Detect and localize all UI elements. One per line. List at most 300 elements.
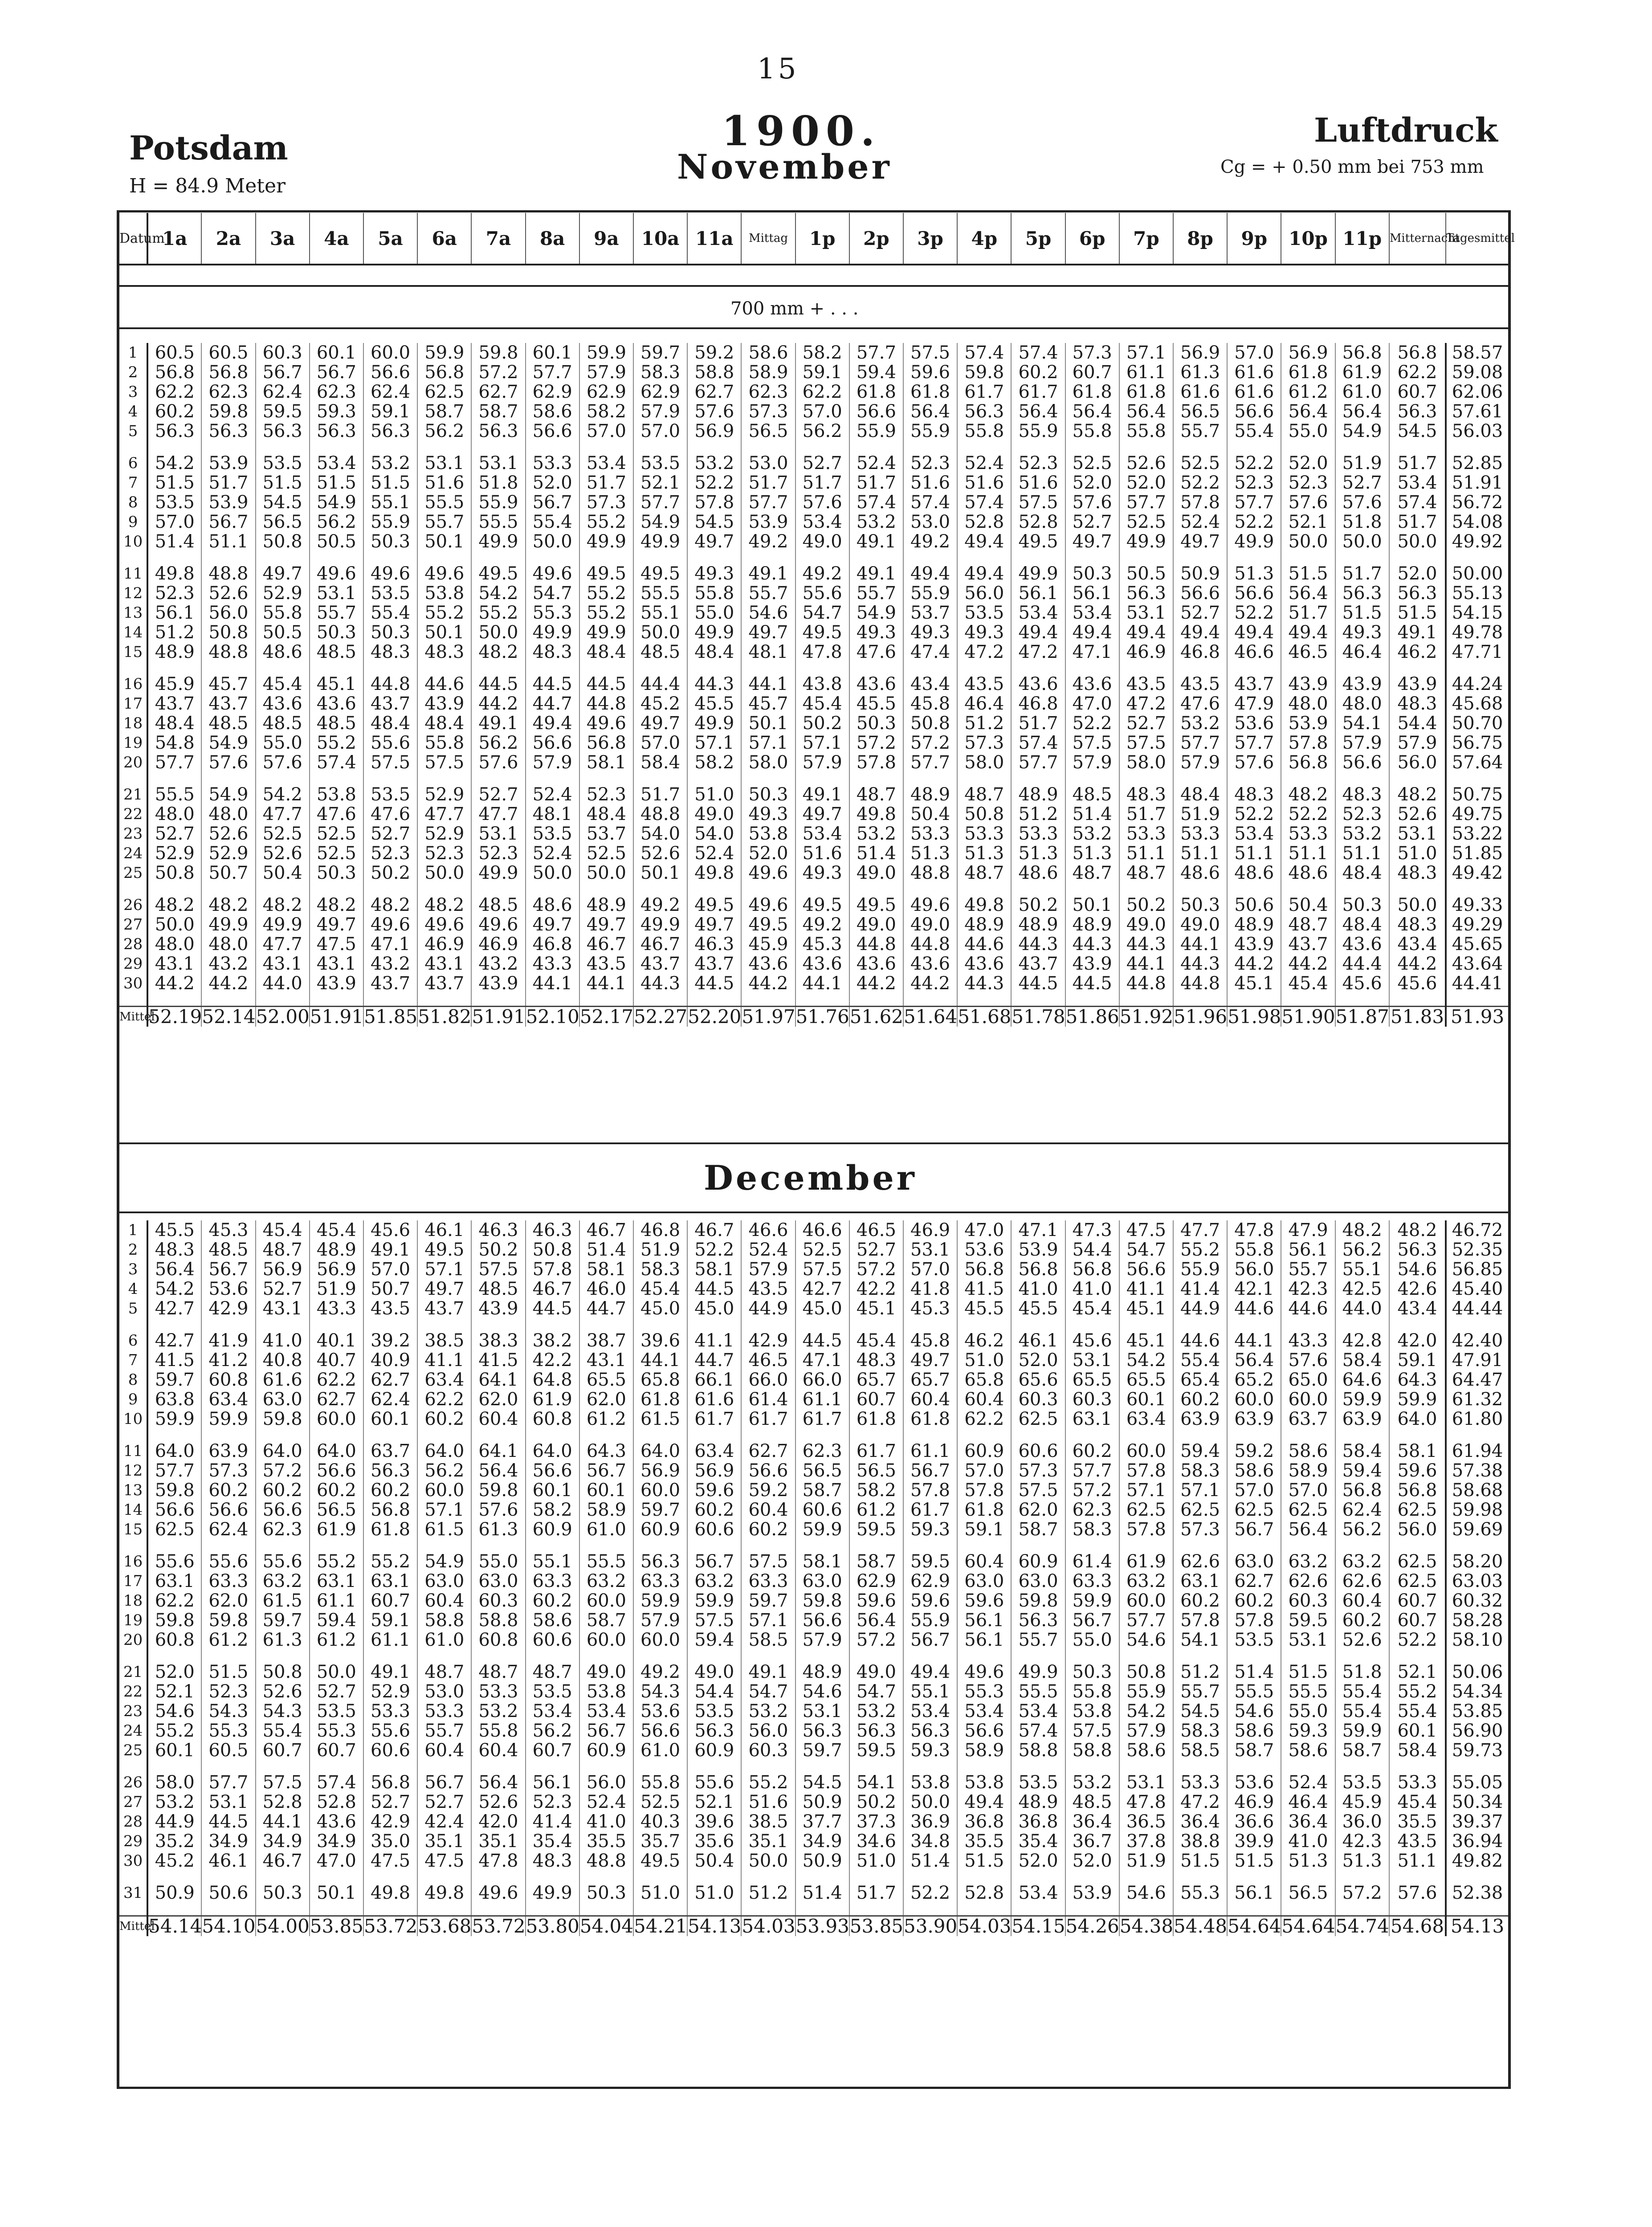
hourly-value-cell: 55.9	[903, 421, 957, 441]
hourly-value-cell: 62.0	[201, 1591, 255, 1611]
hourly-value-cell: 51.6	[903, 473, 957, 493]
hourly-value-cell: 45.6	[1389, 974, 1446, 993]
hourly-value-cell: 49.0	[1173, 915, 1227, 934]
hourly-value-cell: 59.7	[633, 1500, 687, 1520]
hourly-value-cell: 52.4	[957, 453, 1011, 473]
hourly-value-cell: 58.3	[1065, 1520, 1119, 1539]
hourly-value-cell: 48.9	[795, 1662, 849, 1682]
hourly-value-cell: 41.0	[256, 1331, 310, 1350]
hourly-value-cell: 51.5	[1389, 603, 1446, 623]
hourly-value-cell: 56.3	[256, 421, 310, 441]
hourly-value-cell: 43.3	[310, 1299, 363, 1318]
hourly-value-cell: 42.9	[741, 1331, 795, 1350]
hourly-value-cell: 56.7	[687, 1552, 741, 1571]
hourly-value-cell: 60.9	[526, 1520, 579, 1539]
hourly-value-cell: 49.9	[687, 714, 741, 733]
hourly-value-cell: 65.6	[1011, 1370, 1065, 1390]
hourly-value-cell: 60.6	[687, 1520, 741, 1539]
hourly-value-cell: 55.1	[633, 603, 687, 623]
hourly-value-cell: 48.9	[579, 895, 633, 915]
hourly-value-cell: 44.1	[633, 1350, 687, 1370]
hourly-value-cell: 35.1	[741, 1831, 795, 1851]
hourly-value-cell: 57.5	[795, 1260, 849, 1279]
hourly-value-cell: 56.9	[633, 1461, 687, 1481]
hourly-value-cell: 62.6	[1335, 1571, 1389, 1591]
hourly-value-cell: 50.9	[147, 1883, 201, 1903]
hourly-value-cell: 46.1	[1011, 1331, 1065, 1350]
hourly-value-cell: 57.8	[526, 1260, 579, 1279]
hourly-value-cell: 43.9	[1389, 674, 1446, 694]
hourly-value-cell: 58.6	[1119, 1741, 1173, 1760]
hourly-value-cell: 43.2	[471, 954, 525, 974]
hourly-value-cell: 43.6	[795, 954, 849, 974]
hourly-value-cell: 49.1	[363, 1240, 417, 1260]
table-row	[119, 512, 1508, 532]
hourly-value-cell: 49.5	[795, 623, 849, 642]
hourly-value-cell: 52.4	[526, 785, 579, 804]
hourly-value-cell: 54.7	[849, 1682, 903, 1701]
hourly-value-cell: 59.7	[256, 1611, 310, 1630]
hourly-value-cell: 60.2	[526, 1591, 579, 1611]
hourly-value-cell: 56.2	[471, 733, 525, 753]
col-header-8a: 8a	[526, 213, 579, 265]
hourly-value-cell: 47.8	[1119, 1792, 1173, 1812]
hourly-value-cell: 51.2	[741, 1883, 795, 1903]
hourly-value-cell: 49.2	[795, 564, 849, 583]
hourly-value-cell: 63.1	[147, 1571, 201, 1591]
hourly-value-cell: 64.1	[471, 1370, 525, 1390]
hourly-value-cell: 54.3	[201, 1701, 255, 1721]
hourly-value-cell: 52.3	[1227, 473, 1281, 493]
hourly-value-cell: 60.2	[1065, 1441, 1119, 1461]
hourly-value-cell: 53.3	[363, 1701, 417, 1721]
hourly-value-cell: 50.4	[687, 1851, 741, 1871]
hourly-value-cell: 57.7	[147, 753, 201, 772]
hourly-value-cell: 49.3	[741, 804, 795, 824]
hourly-value-cell: 56.3	[471, 421, 525, 441]
hourly-value-cell: 56.6	[1227, 402, 1281, 421]
hourly-value-cell: 55.7	[849, 583, 903, 603]
hourly-value-cell: 50.0	[741, 1851, 795, 1871]
hourly-value-cell: 50.2	[471, 1240, 525, 1260]
mean-value-cell: 53.68	[418, 1915, 472, 1937]
hourly-value-cell: 48.4	[1173, 785, 1227, 804]
hourly-value-cell: 34.8	[903, 1831, 957, 1851]
hourly-value-cell: 57.5	[1011, 493, 1065, 512]
hourly-value-cell: 58.3	[633, 363, 687, 382]
table-row	[119, 421, 1508, 441]
hourly-value-cell: 54.5	[687, 512, 741, 532]
daily-mean-cell: 45.40	[1446, 1279, 1508, 1299]
hourly-value-cell: 49.0	[687, 1662, 741, 1682]
hourly-value-cell: 52.6	[633, 844, 687, 863]
hourly-value-cell: 53.1	[471, 453, 525, 473]
hourly-value-cell: 57.0	[363, 1260, 417, 1279]
hourly-value-cell: 58.6	[526, 402, 579, 421]
hourly-value-cell: 55.6	[795, 583, 849, 603]
hourly-value-cell: 57.4	[957, 493, 1011, 512]
hourly-value-cell: 60.0	[417, 1481, 471, 1500]
hourly-value-cell: 44.8	[1119, 974, 1173, 993]
hourly-value-cell: 60.6	[1011, 1441, 1065, 1461]
daily-mean-cell: 49.92	[1446, 532, 1508, 551]
hourly-value-cell: 53.5	[687, 1701, 741, 1721]
hourly-value-cell: 56.3	[1389, 583, 1446, 603]
hourly-value-cell: 63.1	[363, 1571, 417, 1591]
day-number: 29	[119, 1831, 147, 1851]
hourly-value-cell: 65.7	[903, 1370, 957, 1390]
hourly-value-cell: 46.9	[417, 934, 471, 954]
hourly-value-cell: 44.3	[633, 974, 687, 993]
hourly-value-cell: 48.5	[256, 714, 310, 733]
hourly-value-cell: 41.0	[1065, 1279, 1119, 1299]
hourly-value-cell: 43.9	[471, 1299, 525, 1318]
hourly-value-cell: 56.6	[1173, 583, 1227, 603]
hourly-value-cell: 46.1	[417, 1220, 471, 1240]
hourly-value-cell: 53.3	[1119, 824, 1173, 844]
hourly-value-cell: 61.1	[1119, 363, 1173, 382]
hourly-value-cell: 51.5	[310, 473, 363, 493]
hourly-value-cell: 50.1	[310, 1883, 363, 1903]
daily-mean-cell: 49.29	[1446, 915, 1508, 934]
daily-mean-cell: 55.13	[1446, 583, 1508, 603]
hourly-value-cell: 44.9	[147, 1812, 201, 1831]
hourly-value-cell: 55.9	[1173, 1260, 1227, 1279]
hourly-value-cell: 63.7	[363, 1441, 417, 1461]
hourly-value-cell: 49.7	[795, 804, 849, 824]
hourly-value-cell: 61.2	[849, 1500, 903, 1520]
hourly-value-cell: 49.4	[957, 564, 1011, 583]
hourly-value-cell: 51.6	[795, 844, 849, 863]
hourly-value-cell: 57.4	[310, 753, 363, 772]
hourly-value-cell: 58.2	[849, 1481, 903, 1500]
hourly-value-cell: 53.7	[903, 603, 957, 623]
hourly-value-cell: 60.4	[957, 1552, 1011, 1571]
mean-value-cell: 51.93	[1446, 1007, 1508, 1027]
hourly-value-cell: 55.7	[310, 603, 363, 623]
daily-mean-cell: 47.71	[1446, 642, 1508, 662]
hourly-value-cell: 52.2	[1227, 453, 1281, 473]
hourly-value-cell: 38.8	[1173, 1831, 1227, 1851]
hourly-value-cell: 56.6	[957, 1721, 1011, 1741]
mean-value-cell: 51.91	[472, 1006, 526, 1028]
col-header-11a: 11a	[687, 213, 741, 265]
hourly-value-cell: 53.5	[363, 583, 417, 603]
hourly-value-cell: 58.4	[1335, 1441, 1389, 1461]
hourly-value-cell: 51.1	[1281, 844, 1335, 863]
hourly-value-cell: 48.2	[417, 895, 471, 915]
day-number: 2	[119, 1240, 147, 1260]
hourly-value-cell: 61.4	[1065, 1552, 1119, 1571]
hourly-value-cell: 46.3	[687, 934, 741, 954]
hourly-value-cell: 35.5	[1389, 1812, 1446, 1831]
hourly-value-cell: 65.5	[1119, 1370, 1173, 1390]
hourly-value-cell: 58.0	[1119, 753, 1173, 772]
table-row	[119, 1701, 1508, 1721]
hourly-value-cell: 58.4	[1389, 1741, 1446, 1760]
hourly-value-cell: 48.2	[1281, 785, 1335, 804]
hourly-value-cell: 52.8	[256, 1792, 310, 1812]
hourly-value-cell: 48.6	[1227, 863, 1281, 883]
hourly-value-cell: 46.9	[471, 934, 525, 954]
hourly-value-cell: 53.9	[741, 512, 795, 532]
hourly-value-cell: 50.0	[147, 915, 201, 934]
hourly-value-cell: 50.3	[849, 714, 903, 733]
hourly-value-cell: 43.9	[1335, 674, 1389, 694]
hourly-value-cell: 59.8	[256, 1409, 310, 1429]
day-number: 2	[119, 363, 147, 382]
daily-mean-cell: 55.05	[1446, 1773, 1508, 1792]
hourly-value-cell: 56.9	[310, 1260, 363, 1279]
hourly-value-cell: 54.4	[687, 1682, 741, 1701]
hourly-value-cell: 44.2	[1281, 954, 1335, 974]
hourly-value-cell: 54.6	[1119, 1630, 1173, 1650]
hourly-value-cell: 57.0	[903, 1260, 957, 1279]
hourly-value-cell: 35.7	[633, 1831, 687, 1851]
hourly-value-cell: 56.7	[526, 493, 579, 512]
column-header-row	[119, 213, 1515, 265]
hourly-value-cell: 56.3	[687, 1721, 741, 1741]
hourly-value-cell: 55.8	[256, 603, 310, 623]
hourly-value-cell: 49.5	[849, 895, 903, 915]
hourly-value-cell: 66.1	[687, 1370, 741, 1390]
hourly-value-cell: 43.1	[147, 954, 201, 974]
hourly-value-cell: 48.0	[147, 934, 201, 954]
hourly-value-cell: 62.5	[1389, 1552, 1446, 1571]
hourly-value-cell: 52.9	[417, 785, 471, 804]
hourly-value-cell: 44.7	[526, 694, 579, 714]
hourly-value-cell: 45.4	[256, 674, 310, 694]
hourly-value-cell: 62.9	[903, 1571, 957, 1591]
hourly-value-cell: 39.6	[633, 1331, 687, 1350]
hourly-value-cell: 49.0	[849, 915, 903, 934]
hourly-value-cell: 53.1	[1389, 824, 1446, 844]
hourly-value-cell: 63.3	[201, 1571, 255, 1591]
hourly-value-cell: 53.5	[526, 1682, 579, 1701]
hourly-value-cell: 55.1	[526, 1552, 579, 1571]
hourly-value-cell: 52.6	[1389, 804, 1446, 824]
hourly-value-cell: 58.6	[1227, 1721, 1281, 1741]
hourly-value-cell: 48.4	[147, 714, 201, 733]
table-row	[119, 785, 1508, 804]
mean-value-cell: 52.10	[526, 1006, 579, 1028]
hourly-value-cell: 57.6	[1227, 753, 1281, 772]
table-row	[119, 753, 1508, 772]
hourly-value-cell: 50.8	[903, 714, 957, 733]
daily-mean-cell: 61.80	[1446, 1409, 1508, 1429]
hourly-value-cell: 41.2	[201, 1350, 255, 1370]
hourly-value-cell: 48.3	[1389, 863, 1446, 883]
hourly-value-cell: 48.5	[201, 714, 255, 733]
hourly-value-cell: 35.6	[687, 1831, 741, 1851]
hourly-value-cell: 58.6	[526, 1611, 579, 1630]
hourly-value-cell: 58.1	[1389, 1441, 1446, 1461]
hourly-value-cell: 56.4	[849, 1611, 903, 1630]
hourly-value-cell: 43.1	[310, 954, 363, 974]
hourly-value-cell: 53.9	[1281, 714, 1335, 733]
day-number: 4	[119, 1279, 147, 1299]
hourly-value-cell: 43.9	[1227, 934, 1281, 954]
hourly-value-cell: 63.2	[256, 1571, 310, 1591]
hourly-value-cell: 54.6	[147, 1701, 201, 1721]
hourly-value-cell: 50.0	[1389, 895, 1446, 915]
hourly-value-cell: 46.8	[633, 1220, 687, 1240]
hourly-value-cell: 58.0	[147, 1773, 201, 1792]
hourly-value-cell: 57.8	[1173, 493, 1227, 512]
hourly-value-cell: 53.9	[1065, 1883, 1119, 1903]
hourly-value-cell: 51.9	[1335, 453, 1389, 473]
hourly-value-cell: 43.2	[201, 954, 255, 974]
day-number: 18	[119, 714, 147, 733]
hourly-value-cell: 57.9	[795, 753, 849, 772]
hourly-value-cell: 52.4	[526, 844, 579, 863]
hourly-value-cell: 52.0	[147, 1662, 201, 1682]
hourly-value-cell: 44.1	[741, 674, 795, 694]
hourly-value-cell: 56.6	[256, 1500, 310, 1520]
hourly-value-cell: 58.4	[1335, 1350, 1389, 1370]
hourly-value-cell: 59.4	[1173, 1441, 1227, 1461]
hourly-value-cell: 43.7	[363, 974, 417, 993]
hourly-value-cell: 52.2	[1227, 512, 1281, 532]
hourly-value-cell: 56.4	[471, 1773, 525, 1792]
day-number: 10	[119, 532, 147, 551]
hourly-value-cell: 55.4	[1335, 1682, 1389, 1701]
hourly-value-cell: 42.7	[795, 1279, 849, 1299]
day-number: 13	[119, 603, 147, 623]
hourly-value-cell: 47.3	[1065, 1220, 1119, 1240]
hourly-value-cell: 41.4	[526, 1812, 579, 1831]
hourly-value-cell: 56.3	[1011, 1611, 1065, 1630]
hourly-value-cell: 43.5	[363, 1299, 417, 1318]
col-header-1a: 1a	[147, 213, 201, 265]
hourly-value-cell: 40.8	[256, 1350, 310, 1370]
hourly-value-cell: 54.6	[741, 603, 795, 623]
daily-mean-cell: 49.82	[1446, 1851, 1508, 1871]
hourly-value-cell: 48.2	[201, 895, 255, 915]
hourly-value-cell: 57.7	[526, 363, 579, 382]
daily-mean-cell: 49.78	[1446, 623, 1508, 642]
table-row	[119, 382, 1508, 402]
hourly-value-cell: 55.7	[741, 583, 795, 603]
daily-mean-cell: 36.94	[1446, 1831, 1508, 1851]
hourly-value-cell: 65.5	[579, 1370, 633, 1390]
hourly-value-cell: 59.5	[849, 1520, 903, 1539]
hourly-value-cell: 49.7	[579, 915, 633, 934]
day-number: 6	[119, 453, 147, 473]
hourly-value-cell: 52.8	[957, 512, 1011, 532]
mean-row-label: Mittel	[119, 1007, 147, 1027]
table-row	[119, 1591, 1508, 1611]
mean-value-cell: 54.68	[1389, 1916, 1446, 1937]
hourly-value-cell: 43.9	[417, 694, 471, 714]
mean-value-cell: 54.13	[1446, 1916, 1508, 1937]
hourly-value-cell: 62.5	[1173, 1500, 1227, 1520]
hourly-value-cell: 47.0	[310, 1851, 363, 1871]
hourly-value-cell: 53.4	[1227, 824, 1281, 844]
hourly-value-cell: 56.4	[903, 402, 957, 421]
hourly-value-cell: 56.3	[903, 1721, 957, 1741]
table-row	[119, 402, 1508, 421]
mean-value-cell: 51.82	[418, 1006, 472, 1028]
hourly-value-cell: 52.0	[1011, 1851, 1065, 1871]
hourly-value-cell: 54.1	[849, 1773, 903, 1792]
hourly-value-cell: 52.5	[1119, 512, 1173, 532]
hourly-value-cell: 57.6	[201, 753, 255, 772]
hourly-value-cell: 53.8	[957, 1773, 1011, 1792]
table-row	[119, 473, 1508, 493]
hourly-value-cell: 48.5	[471, 1279, 525, 1299]
hourly-value-cell: 54.6	[1227, 1701, 1281, 1721]
hourly-value-cell: 54.5	[256, 493, 310, 512]
hourly-value-cell: 51.1	[1173, 844, 1227, 863]
hourly-value-cell: 52.2	[1389, 1630, 1446, 1650]
table-row	[119, 733, 1508, 753]
hourly-value-cell: 61.7	[741, 1409, 795, 1429]
hourly-value-cell: 56.9	[687, 1461, 741, 1481]
hourly-value-cell: 44.5	[1065, 974, 1119, 993]
col-header-8p: 8p	[1173, 213, 1227, 265]
hourly-value-cell: 56.8	[579, 733, 633, 753]
hourly-value-cell: 52.6	[471, 1792, 525, 1812]
hourly-value-cell: 52.3	[903, 453, 957, 473]
hourly-value-cell: 43.6	[957, 954, 1011, 974]
hourly-value-cell: 54.0	[687, 824, 741, 844]
hourly-value-cell: 51.3	[903, 844, 957, 863]
hourly-value-cell: 48.9	[147, 642, 201, 662]
hourly-value-cell: 56.8	[957, 1260, 1011, 1279]
hourly-value-cell: 43.6	[903, 954, 957, 974]
day-number: 17	[119, 694, 147, 714]
hourly-value-cell: 45.3	[903, 1299, 957, 1318]
hourly-value-cell: 56.8	[363, 1500, 417, 1520]
hourly-value-cell: 49.7	[526, 915, 579, 934]
hourly-value-cell: 49.0	[1119, 915, 1173, 934]
hourly-value-cell: 49.9	[1011, 1662, 1065, 1682]
hourly-value-cell: 49.7	[1065, 532, 1119, 551]
hourly-value-cell: 48.3	[1119, 785, 1173, 804]
hourly-value-cell: 53.8	[417, 583, 471, 603]
hourly-value-cell: 52.0	[1281, 453, 1335, 473]
hourly-value-cell: 49.3	[687, 564, 741, 583]
hourly-value-cell: 50.4	[1281, 895, 1335, 915]
hourly-value-cell: 56.8	[1389, 343, 1446, 363]
hourly-value-cell: 61.8	[1065, 382, 1119, 402]
hourly-value-cell: 48.3	[526, 642, 579, 662]
daily-mean-cell: 58.57	[1446, 343, 1508, 363]
hourly-value-cell: 61.7	[1011, 382, 1065, 402]
hourly-value-cell: 57.1	[741, 1611, 795, 1630]
hourly-value-cell: 44.7	[687, 1350, 741, 1370]
col-header-4p: 4p	[957, 213, 1011, 265]
hourly-value-cell: 49.9	[471, 863, 525, 883]
hourly-value-cell: 61.1	[363, 1630, 417, 1650]
hourly-value-cell: 57.3	[579, 493, 633, 512]
hourly-value-cell: 46.7	[633, 934, 687, 954]
hourly-value-cell: 50.0	[1335, 532, 1389, 551]
hourly-value-cell: 59.4	[1335, 1461, 1389, 1481]
hourly-value-cell: 53.2	[147, 1792, 201, 1812]
hourly-value-cell: 62.2	[147, 1591, 201, 1611]
hourly-value-cell: 55.7	[1281, 1260, 1335, 1279]
table-row	[119, 915, 1508, 934]
hourly-value-cell: 50.2	[795, 714, 849, 733]
hourly-value-cell: 46.7	[256, 1851, 310, 1871]
hourly-value-cell: 62.7	[310, 1390, 363, 1409]
hourly-value-cell: 55.6	[256, 1552, 310, 1571]
daily-mean-cell: 52.85	[1446, 453, 1508, 473]
hourly-value-cell: 60.4	[471, 1741, 525, 1760]
hourly-value-cell: 59.5	[903, 1552, 957, 1571]
